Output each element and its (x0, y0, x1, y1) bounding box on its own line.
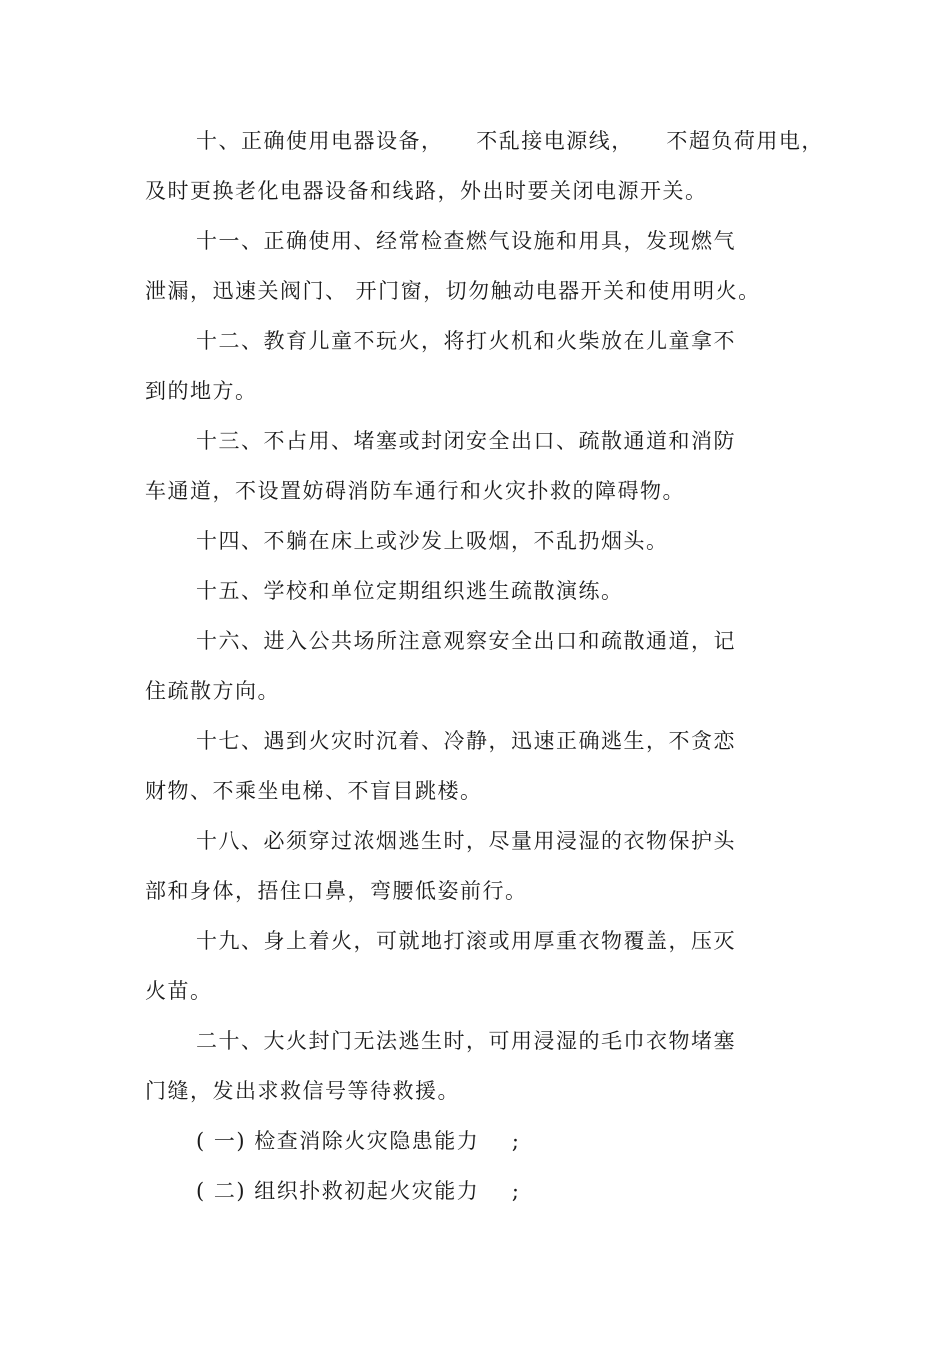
paragraph-13-line-2: 车通道，不设置妨碍消防车通行和火灾扑救的障碍物。 (145, 479, 685, 503)
paragraph-17-line-1: 十七、遇到火灾时沉着、冷静，迅速正确逃生，不贪恋 (196, 729, 736, 753)
paragraph-11-line-1: 十一、正确使用、经常检查燃气设施和用具，发现燃气 (196, 229, 736, 253)
sub-item-2: ( 二) 组织扑救初起火灾能力 ; (196, 1179, 521, 1203)
paragraph-12-line-1: 十二、教育儿童不玩火，将打火机和火柴放在儿童拿不 (196, 329, 736, 353)
paragraph-10-line-1: 十、正确使用电器设备， 不乱接电源线， 不超负荷用电， (196, 129, 824, 153)
paragraph-11-line-2: 泄漏，迅速关阀门、 开门窗，切勿触动电器开关和使用明火。 (145, 279, 761, 303)
paragraph-19-line-1: 十九、身上着火，可就地打滚或用厚重衣物覆盖，压灭 (196, 929, 736, 953)
paragraph-18-line-1: 十八、必须穿过浓烟逃生时，尽量用浸湿的衣物保护头 (196, 829, 736, 853)
paragraph-20-line-1: 二十、大火封门无法逃生时，可用浸湿的毛巾衣物堵塞 (196, 1029, 736, 1053)
sub-item-1: ( 一) 检查消除火灾隐患能力 ; (196, 1129, 521, 1153)
paragraph-14: 十四、不躺在床上或沙发上吸烟，不乱扔烟头。 (196, 529, 669, 553)
paragraph-18-line-2: 部和身体，捂住口鼻，弯腰低姿前行。 (145, 879, 528, 903)
paragraph-15: 十五、学校和单位定期组织逃生疏散演练。 (196, 579, 624, 603)
paragraph-10-line-2: 及时更换老化电器设备和线路，外出时要关闭电源开关。 (145, 179, 708, 203)
paragraph-13-line-1: 十三、不占用、堵塞或封闭安全出口、疏散通道和消防 (196, 429, 736, 453)
paragraph-17-line-2: 财物、不乘坐电梯、不盲目跳楼。 (145, 779, 483, 803)
paragraph-16-line-1: 十六、进入公共场所注意观察安全出口和疏散通道，记 (196, 629, 736, 653)
paragraph-12-line-2: 到的地方。 (145, 379, 258, 403)
paragraph-16-line-2: 住疏散方向。 (145, 679, 280, 703)
paragraph-20-line-2: 门缝，发出求救信号等待救援。 (145, 1079, 460, 1103)
paragraph-19-line-2: 火苗。 (145, 979, 213, 1003)
